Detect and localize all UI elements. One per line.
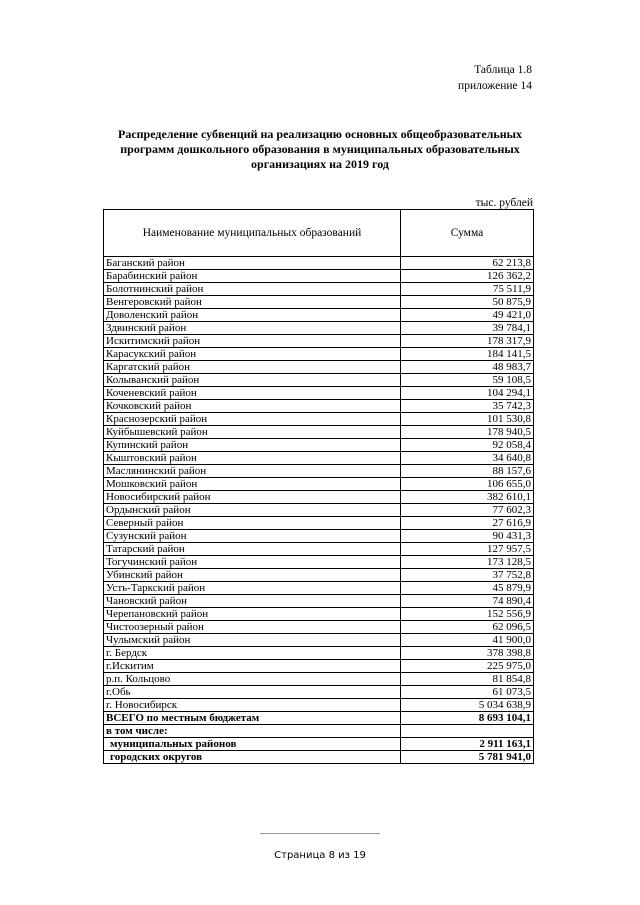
table-row xyxy=(104,374,534,387)
municipality-name: г. Новосибирск xyxy=(104,699,401,712)
table-row xyxy=(104,686,534,699)
municipality-name: Северный район xyxy=(104,517,401,530)
table-row xyxy=(104,348,534,361)
column-header-name: Наименование муниципальных образований xyxy=(104,210,401,257)
table-row xyxy=(104,465,534,478)
subsidy-sum: 41 900,0 xyxy=(401,634,534,647)
municipality-name: Чановский район xyxy=(104,595,401,608)
subsidy-sum: 59 108,5 xyxy=(401,374,534,387)
subsidy-sum: 35 742,3 xyxy=(401,400,534,413)
subsidy-sum: 101 530,8 xyxy=(401,413,534,426)
municipality-name: Сузунский район xyxy=(104,530,401,543)
municipality-name: Ордынский район xyxy=(104,504,401,517)
subsidy-sum: 48 983,7 xyxy=(401,361,534,374)
subsidy-sum: 50 875,9 xyxy=(401,296,534,309)
subsidy-sum: 45 879,9 xyxy=(401,582,534,595)
subsidy-sum: 49 421,0 xyxy=(401,309,534,322)
municipality-name: Баганский район xyxy=(104,257,401,270)
including-row xyxy=(104,725,534,738)
total-label: ВСЕГО по местным бюджетам xyxy=(104,712,401,725)
subtotal-cities-sum: 5 781 941,0 xyxy=(401,751,534,764)
table-row xyxy=(104,413,534,426)
municipality-name: Чистоозерный район xyxy=(104,621,401,634)
subsidy-sum: 382 610,1 xyxy=(401,491,534,504)
municipality-name: г.Обь xyxy=(104,686,401,699)
subsidy-sum: 90 431,3 xyxy=(401,530,534,543)
table-row xyxy=(104,452,534,465)
municipality-name: Куйбышевский район xyxy=(104,426,401,439)
table-row xyxy=(104,478,534,491)
municipality-name: Тогучинский район xyxy=(104,556,401,569)
municipality-name: Болотнинский район xyxy=(104,283,401,296)
municipality-name: Усть-Таркский район xyxy=(104,582,401,595)
municipality-name: Чулымский район xyxy=(104,634,401,647)
municipality-name: Краснозерский район xyxy=(104,413,401,426)
table-row xyxy=(104,673,534,686)
table-header-row xyxy=(104,210,534,257)
table-row xyxy=(104,621,534,634)
total-sum: 8 693 104,1 xyxy=(401,712,534,725)
municipality-name: Мошковский район xyxy=(104,478,401,491)
table-row xyxy=(104,387,534,400)
table-row xyxy=(104,400,534,413)
municipality-name: Убинский район xyxy=(104,569,401,582)
appendix-number: приложение 14 xyxy=(458,80,532,92)
subsidy-sum: 27 616,9 xyxy=(401,517,534,530)
table-row xyxy=(104,426,534,439)
table-row xyxy=(104,296,534,309)
subsidy-sum: 77 602,3 xyxy=(401,504,534,517)
column-header-sum: Сумма xyxy=(401,210,534,257)
municipality-name: Кочковский район xyxy=(104,400,401,413)
subsidy-sum: 225 975,0 xyxy=(401,660,534,673)
subsidy-sum: 92 058,4 xyxy=(401,439,534,452)
subsidy-table xyxy=(103,209,534,764)
table-row xyxy=(104,270,534,283)
including-label: в том числе: xyxy=(104,725,401,738)
document-title: Распределение субвенций на реализацию основных общеобразовательных программ дошкольного образования в муниципальных образовательных организациях на 2019 год xyxy=(117,127,523,171)
subsidy-sum: 126 362,2 xyxy=(401,270,534,283)
table-row xyxy=(104,257,534,270)
subsidy-sum: 61 073,5 xyxy=(401,686,534,699)
table-row xyxy=(104,699,534,712)
subsidy-sum: 62 213,8 xyxy=(401,257,534,270)
table-row xyxy=(104,543,534,556)
municipality-name: г.Искитим xyxy=(104,660,401,673)
municipality-name: г. Бердск xyxy=(104,647,401,660)
subsidy-sum: 75 511,9 xyxy=(401,283,534,296)
subsidy-sum: 178 940,5 xyxy=(401,426,534,439)
table-row xyxy=(104,634,534,647)
municipality-name: р.п. Кольцово xyxy=(104,673,401,686)
subsidy-sum: 39 784,1 xyxy=(401,322,534,335)
subsidy-sum: 62 096,5 xyxy=(401,621,534,634)
table-row xyxy=(104,582,534,595)
footer-divider xyxy=(260,833,380,834)
total-row xyxy=(104,712,534,725)
including-empty xyxy=(401,725,534,738)
municipality-name: Кыштовский район xyxy=(104,452,401,465)
subtotal-districts-sum: 2 911 163,1 xyxy=(401,738,534,751)
units-label: тыс. рублей xyxy=(475,197,533,209)
table-row xyxy=(104,608,534,621)
municipality-name: Татарский район xyxy=(104,543,401,556)
subsidy-sum: 152 556,9 xyxy=(401,608,534,621)
subtotal-districts-row xyxy=(104,738,534,751)
table-body xyxy=(104,257,534,712)
subsidy-sum: 378 398,8 xyxy=(401,647,534,660)
subsidy-sum: 37 752,8 xyxy=(401,569,534,582)
subtotal-cities-row xyxy=(104,751,534,764)
subsidy-sum: 5 034 638,9 xyxy=(401,699,534,712)
municipality-name: Черепановский район xyxy=(104,608,401,621)
municipality-name: Коченевский район xyxy=(104,387,401,400)
table-row xyxy=(104,569,534,582)
page-number: Страница 8 из 19 xyxy=(274,850,366,861)
municipality-name: Каргатский район xyxy=(104,361,401,374)
municipality-name: Маслянинский район xyxy=(104,465,401,478)
table-row xyxy=(104,335,534,348)
subsidy-sum: 178 317,9 xyxy=(401,335,534,348)
subtotal-districts-label: муниципальных районов xyxy=(104,738,401,751)
table-row xyxy=(104,283,534,296)
table-row xyxy=(104,439,534,452)
municipality-name: Новосибирский район xyxy=(104,491,401,504)
table-row xyxy=(104,530,534,543)
subtotal-cities-label: городских округов xyxy=(104,751,401,764)
subsidy-sum: 127 957,5 xyxy=(401,543,534,556)
subsidy-sum: 104 294,1 xyxy=(401,387,534,400)
municipality-name: Доволенский район xyxy=(104,309,401,322)
table-row xyxy=(104,361,534,374)
subsidy-sum: 184 141,5 xyxy=(401,348,534,361)
table-row xyxy=(104,647,534,660)
table-row xyxy=(104,504,534,517)
subsidy-sum: 34 640,8 xyxy=(401,452,534,465)
table-row xyxy=(104,309,534,322)
municipality-name: Барабинский район xyxy=(104,270,401,283)
table-row xyxy=(104,556,534,569)
municipality-name: Искитимский район xyxy=(104,335,401,348)
table-row xyxy=(104,517,534,530)
table-row xyxy=(104,660,534,673)
subsidy-sum: 106 655,0 xyxy=(401,478,534,491)
table-row xyxy=(104,491,534,504)
subsidy-sum: 74 890,4 xyxy=(401,595,534,608)
table-number: Таблица 1.8 xyxy=(474,64,532,76)
municipality-name: Здвинский район xyxy=(104,322,401,335)
municipality-name: Карасукский район xyxy=(104,348,401,361)
table-row xyxy=(104,322,534,335)
municipality-name: Венгеровский район xyxy=(104,296,401,309)
municipality-name: Колыванский район xyxy=(104,374,401,387)
subsidy-sum: 81 854,8 xyxy=(401,673,534,686)
subsidy-sum: 88 157,6 xyxy=(401,465,534,478)
municipality-name: Купинский район xyxy=(104,439,401,452)
subsidy-sum: 173 128,5 xyxy=(401,556,534,569)
table-row xyxy=(104,595,534,608)
table-totals xyxy=(104,712,534,764)
